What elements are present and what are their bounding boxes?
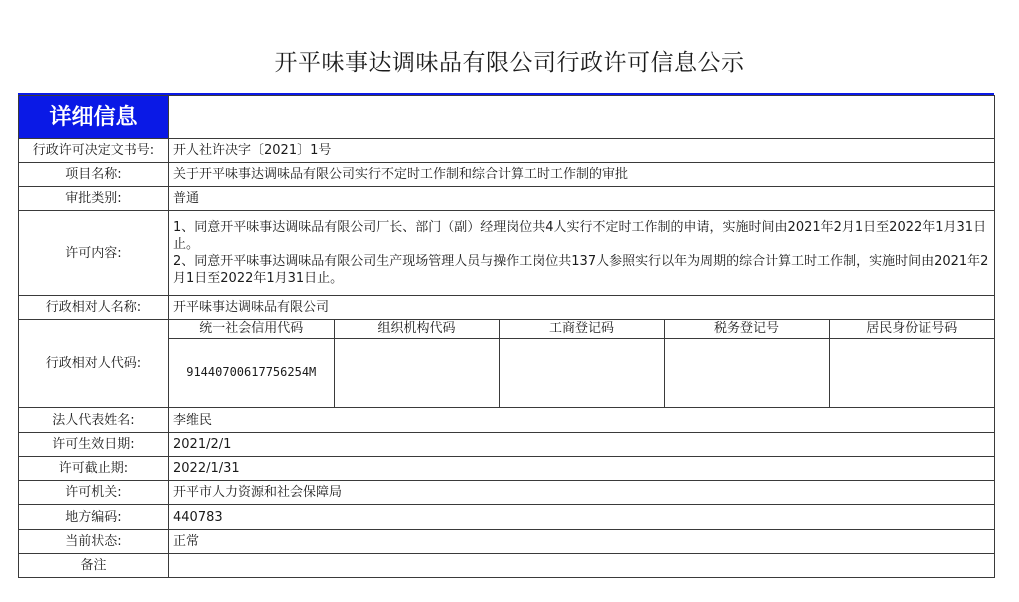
code-header: 统一社会信用代码 xyxy=(169,320,334,338)
id-number-value xyxy=(829,338,994,407)
code-header: 工商登记码 xyxy=(499,320,664,338)
region-code-label: 地方编码: xyxy=(19,505,169,530)
section-heading: 详细信息 xyxy=(19,96,169,139)
expiry-date-label: 许可截止期: xyxy=(19,457,169,481)
row-counterpart-name xyxy=(19,296,995,320)
code-header-row xyxy=(169,320,994,338)
code-header: 组织机构代码 xyxy=(334,320,499,338)
row-region-code xyxy=(19,505,995,530)
row-project-name xyxy=(19,163,995,187)
permit-content-label: 许可内容: xyxy=(19,211,169,296)
approval-type-value: 普通 xyxy=(169,187,995,211)
section-header-row xyxy=(19,96,995,139)
row-counterpart-code xyxy=(19,320,995,408)
counterpart-name-label: 行政相对人名称: xyxy=(19,296,169,320)
effective-date-label: 许可生效日期: xyxy=(19,433,169,457)
row-authority xyxy=(19,481,995,505)
business-reg-value xyxy=(499,338,664,407)
org-code-value xyxy=(334,338,499,407)
decision-no-label: 行政许可决定文书号: xyxy=(19,139,169,163)
status-label: 当前状态: xyxy=(19,530,169,554)
row-status xyxy=(19,530,995,554)
row-permit-content xyxy=(19,211,995,296)
authority-value: 开平市人力资源和社会保障局 xyxy=(169,481,995,505)
remarks-value xyxy=(169,554,995,578)
remarks-label: 备注 xyxy=(19,554,169,578)
counterpart-code-cell xyxy=(169,320,995,408)
row-effective-date xyxy=(19,433,995,457)
status-value: 正常 xyxy=(169,530,995,554)
expiry-date-value: 2022/1/31 xyxy=(169,457,995,481)
code-value-row xyxy=(169,338,994,407)
legal-rep-label: 法人代表姓名: xyxy=(19,408,169,433)
region-code-value: 440783 xyxy=(169,505,995,530)
section-heading-fill xyxy=(169,96,995,139)
counterpart-code-table xyxy=(169,320,994,407)
project-name-value: 关于开平味事达调味品有限公司实行不定时工作制和综合计算工时工作制的审批 xyxy=(169,163,995,187)
row-expiry-date xyxy=(19,457,995,481)
permit-content-value xyxy=(169,211,995,296)
legal-rep-value: 李维民 xyxy=(169,408,995,433)
row-remarks xyxy=(19,554,995,578)
project-name-label: 项目名称: xyxy=(19,163,169,187)
counterpart-name-value: 开平味事达调味品有限公司 xyxy=(169,296,995,320)
tax-reg-value xyxy=(664,338,829,407)
detail-table xyxy=(18,95,995,578)
page-title: 开平味事达调味品有限公司行政许可信息公示 xyxy=(274,50,745,76)
counterpart-code-label: 行政相对人代码: xyxy=(19,320,169,408)
row-legal-rep xyxy=(19,408,995,433)
row-approval-type xyxy=(19,187,995,211)
effective-date-value: 2021/2/1 xyxy=(169,433,995,457)
approval-type-label: 审批类别: xyxy=(19,187,169,211)
code-header: 居民身份证号码 xyxy=(829,320,994,338)
row-decision-no xyxy=(19,139,995,163)
authority-label: 许可机关: xyxy=(19,481,169,505)
permit-content-line: 1、同意开平味事达调味品有限公司厂长、部门（副）经理岗位共4人实行不定时工作制的申请，实施时间由2021年2月1日至2022年1月31日止。 xyxy=(173,220,987,252)
decision-no-value: 开人社许决字〔2021〕1号 xyxy=(169,139,995,163)
permit-content-line: 2、同意开平味事达调味品有限公司生产现场管理人员与操作工岗位共137人参照实行以年为周期的综合计算工时工作制，实施时间由2021年2月1日至2022年1月31日止。 xyxy=(173,254,989,286)
code-header: 税务登记号 xyxy=(664,320,829,338)
credit-code-value: 91440700617756254M xyxy=(186,365,317,380)
